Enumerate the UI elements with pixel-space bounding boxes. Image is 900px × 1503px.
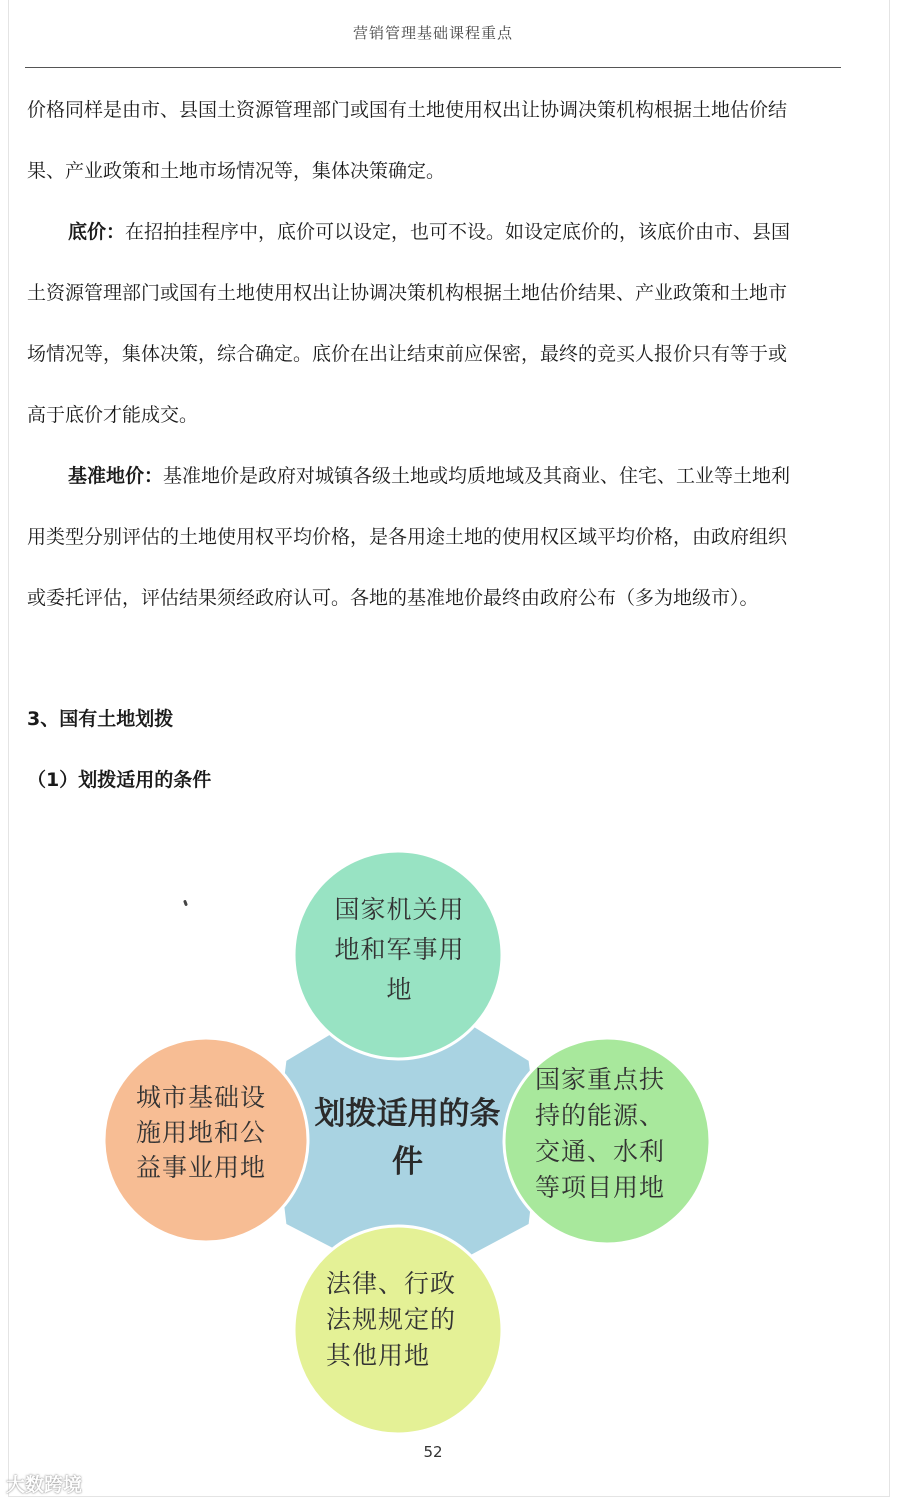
term-label-benchmark-land-price: 基准地价： (68, 465, 164, 487)
right-label-line: 交通、水利 (535, 1137, 666, 1166)
right-label-line: 国家重点扶 (535, 1065, 666, 1094)
diagram-bottom-label (326, 1266, 456, 1374)
paragraph-line: 高于底价才能成交。 (27, 404, 199, 426)
paragraph-line: 用类型分别评估的土地使用权平均价格，是各用途土地的使用权区域平均价格，由政府组织 (27, 526, 788, 548)
top-label-line: 地 (386, 975, 413, 1004)
diagram-center-label (305, 1090, 510, 1186)
center-label-line: 件 (392, 1144, 423, 1180)
center-label-line: 划拨适用的条 (314, 1096, 501, 1132)
paragraph-line: 场情况等，集体决策，综合确定。底价在出让结束前应保密，最终的竞买人报价只有等于或 (27, 343, 788, 365)
paragraph-text: 在招拍挂程序中，底价可以设定，也可不设。如设定底价的，该底价由市、县国 (125, 221, 791, 243)
top-label-line: 地和军事用 (334, 935, 465, 964)
paragraph-line: 价格同样是由市、县国土资源管理部门或国有土地使用权出让协调决策机构根据土地估价结 (27, 99, 788, 121)
section-heading: 3、国有土地划拨 (27, 708, 174, 730)
right-label-line: 持的能源、 (535, 1101, 666, 1130)
right-label-line: 等项目用地 (535, 1173, 666, 1202)
term-label-base-price: 底价： (68, 221, 126, 243)
bottom-label-line: 其他用地 (326, 1341, 431, 1370)
diagram-left-label (136, 1080, 266, 1185)
diagram-right-label (535, 1062, 665, 1206)
left-label-line: 城市基础设 (136, 1083, 267, 1112)
left-label-line: 益事业用地 (136, 1153, 267, 1182)
top-label-line: 国家机关用 (334, 895, 465, 924)
bottom-label-line: 法律、行政 (326, 1269, 457, 1298)
left-label-line: 施用地和公 (136, 1118, 267, 1147)
paragraph-line: 果、产业政策和土地市场情况等，集体决策确定。 (27, 160, 446, 182)
running-header: 营销管理基础课程重点 (352, 24, 513, 42)
bottom-label-line: 法规规定的 (326, 1305, 457, 1334)
paragraph-text: 基准地价是政府对城镇各级土地或均质地域及其商业、住宅、工业等土地利 (163, 465, 791, 487)
paragraph-line: 或委托评估，评估结果须经政府认可。各地的基准地价最终由政府公布（多为地级市）。 (27, 587, 759, 609)
page-number: 52 (423, 1443, 443, 1461)
diagram-top-label (332, 890, 467, 1010)
paragraph-line: 土资源管理部门或国有土地使用权出让协调决策机构根据土地估价结果、产业政策和土地市 (27, 282, 788, 304)
subsection-heading: （1）划拨适用的条件 (27, 769, 212, 791)
watermark-logo: 大数跨境 (6, 1474, 83, 1496)
